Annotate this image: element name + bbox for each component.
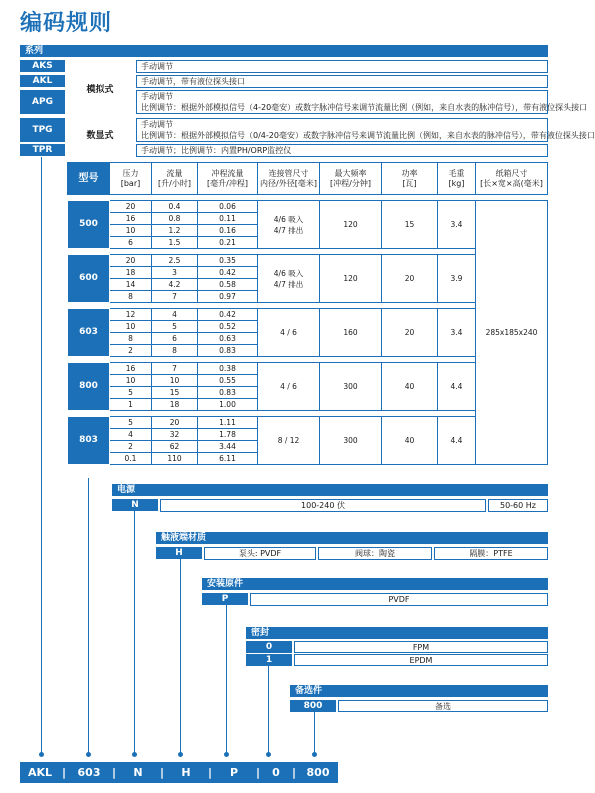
header-pipe <box>258 163 320 195</box>
series-text-apg-line2: 比例调节：根据外部模拟信号（4-20毫安）或数字脉冲信号来调节流量比例（例如，来自水表的脉冲信号），带有液位探头接口 <box>141 103 588 112</box>
pipe-cell <box>258 255 320 303</box>
pipe-line1: 8 / 12 <box>277 436 300 445</box>
example-series: AKL <box>27 766 53 779</box>
pressure-cell: 4 <box>110 429 152 441</box>
pipe-cell <box>258 201 320 249</box>
stroke-cell: 1.78 <box>198 429 258 441</box>
freq-cell: 120 <box>320 201 382 249</box>
stroke-cell: 0.97 <box>198 291 258 303</box>
spec-table <box>67 162 548 465</box>
model-cell: 603 <box>68 309 110 357</box>
series-text-tpg <box>136 118 595 142</box>
series-code-aks: AKS <box>20 60 65 72</box>
pipe-line1: 4 / 6 <box>280 328 297 337</box>
pressure-cell: 10 <box>110 225 152 237</box>
pressure-cell: 8 <box>110 291 152 303</box>
header-model: 型号 <box>68 163 110 195</box>
pipe-line2: 4/7 排出 <box>273 279 304 289</box>
flow-cell: 6 <box>152 333 198 345</box>
flow-cell: 0.8 <box>152 213 198 225</box>
series-code-apg: APG <box>20 90 65 114</box>
stroke-cell: 0.83 <box>198 387 258 399</box>
example-separator: | <box>207 766 213 779</box>
stroke-cell: 6.11 <box>198 453 258 465</box>
header-carton-label: 纸箱尺寸 <box>495 168 528 178</box>
freq-cell: 160 <box>320 309 382 357</box>
header-flow-label: 流量 <box>166 168 183 178</box>
example-separator: | <box>255 766 261 779</box>
freq-cell: 120 <box>320 255 382 303</box>
fitting-header: 安装原件 <box>202 578 548 590</box>
series-code-akl: AKL <box>20 75 65 87</box>
header-weight-label: 毛重 <box>448 168 465 178</box>
stroke-cell: 0.52 <box>198 321 258 333</box>
pressure-cell: 16 <box>110 213 152 225</box>
example-power: N <box>133 766 143 779</box>
header-weight-unit: [kg] <box>448 178 465 188</box>
stroke-cell: 0.11 <box>198 213 258 225</box>
flow-cell: 2.5 <box>152 255 198 267</box>
wetted-header: 触液端材质 <box>156 532 548 544</box>
connector-series <box>41 157 42 754</box>
pipe-cell <box>258 363 320 411</box>
pressure-cell: 5 <box>110 417 152 429</box>
freq-cell: 300 <box>320 363 382 411</box>
series-text-apg-line1: 手动调节 <box>141 92 173 101</box>
stroke-cell: 0.83 <box>198 345 258 357</box>
page-title: 编码规则 <box>20 11 113 36</box>
connector-seal <box>268 666 269 754</box>
header-weight <box>438 163 476 195</box>
pressure-cell: 20 <box>110 255 152 267</box>
weight-cell: 3.4 <box>438 201 476 249</box>
model-cell: 800 <box>68 363 110 411</box>
header-power <box>382 163 438 195</box>
power-cell: 40 <box>382 363 438 411</box>
stroke-cell: 0.63 <box>198 333 258 345</box>
header-pipe-unit: 内径/外径[毫米] <box>260 178 317 188</box>
series-text-apg <box>136 90 588 114</box>
flow-cell: 1.5 <box>152 237 198 249</box>
connector-dot-spare <box>312 752 317 757</box>
fitting-code: P <box>202 593 248 605</box>
pressure-cell: 12 <box>110 309 152 321</box>
pipe-cell <box>258 417 320 465</box>
power-cell: 20 <box>382 309 438 357</box>
header-pipe-label: 连接管尺寸 <box>268 168 309 178</box>
flow-cell: 18 <box>152 399 198 411</box>
flow-cell: 10 <box>152 375 198 387</box>
header-freq-label: 最大频率 <box>334 168 367 178</box>
seal-code-epdm: 1 <box>246 654 292 666</box>
example-spare: 800 <box>306 766 330 779</box>
example-separator: | <box>159 766 165 779</box>
connector-dot-series <box>39 752 44 757</box>
spec-row <box>68 201 548 213</box>
connector-power <box>134 511 135 754</box>
stroke-cell: 1.00 <box>198 399 258 411</box>
stroke-cell: 0.42 <box>198 309 258 321</box>
power-frequency: 50-60 Hz <box>488 499 548 512</box>
seal-header: 密封 <box>246 627 548 639</box>
flow-cell: 15 <box>152 387 198 399</box>
series-text-tpg-line1: 手动调节 <box>141 120 173 129</box>
pressure-cell: 6 <box>110 237 152 249</box>
flow-cell: 62 <box>152 441 198 453</box>
weight-cell: 3.4 <box>438 309 476 357</box>
power-cell: 20 <box>382 255 438 303</box>
freq-cell: 300 <box>320 417 382 465</box>
flow-cell: 20 <box>152 417 198 429</box>
spare-code: 800 <box>290 700 336 712</box>
header-stroke-unit: [毫升/冲程] <box>207 178 248 188</box>
pipe-line1: 4 / 6 <box>280 382 297 391</box>
flow-cell: 4 <box>152 309 198 321</box>
pressure-cell: 14 <box>110 279 152 291</box>
flow-cell: 0.4 <box>152 201 198 213</box>
pipe-line1: 4/6 吸入 <box>273 214 304 224</box>
header-pressure-label: 压力 <box>122 168 139 178</box>
header-flow-unit: [升/小时] <box>158 178 191 188</box>
power-header: 电源 <box>112 484 548 496</box>
example-seal: 0 <box>272 766 280 779</box>
stroke-cell: 0.42 <box>198 267 258 279</box>
example-code-bar <box>20 762 338 783</box>
series-text-akl: 手动调节，带有液位探头接口 <box>136 75 548 88</box>
example-separator: | <box>111 766 117 779</box>
model-cell: 803 <box>68 417 110 465</box>
fitting-material: PVDF <box>250 593 548 606</box>
header-freq <box>320 163 382 195</box>
model-cell: 500 <box>68 201 110 249</box>
pressure-cell: 18 <box>110 267 152 279</box>
stroke-cell: 0.16 <box>198 225 258 237</box>
example-separator: | <box>61 766 67 779</box>
header-pressure <box>110 163 152 195</box>
pressure-cell: 10 <box>110 321 152 333</box>
wetted-valve-ball: 阀球：陶瓷 <box>318 547 432 560</box>
flow-cell: 110 <box>152 453 198 465</box>
example-separator: | <box>291 766 297 779</box>
series-text-tpr: 手动调节；比例调节：内置PH/ORP监控仪 <box>136 144 548 157</box>
pressure-cell: 10 <box>110 375 152 387</box>
power-cell: 40 <box>382 417 438 465</box>
connector-spare <box>314 712 315 754</box>
stroke-cell: 0.38 <box>198 363 258 375</box>
series-header: 系列 <box>20 45 548 57</box>
example-model: 603 <box>77 766 101 779</box>
flow-cell: 7 <box>152 291 198 303</box>
connector-dot-seal <box>266 752 271 757</box>
series-code-tpr: TPR <box>20 144 65 156</box>
series-code-tpg: TPG <box>20 118 65 142</box>
flow-cell: 32 <box>152 429 198 441</box>
group-digital-label: 数显式 <box>86 131 114 141</box>
header-stroke <box>198 163 258 195</box>
carton-cell: 285x185x240 <box>476 201 548 465</box>
seal-code-fpm: 0 <box>246 641 292 653</box>
flow-cell: 8 <box>152 345 198 357</box>
pressure-cell: 20 <box>110 201 152 213</box>
pressure-cell: 0.1 <box>110 453 152 465</box>
spare-header: 备选件 <box>290 685 548 697</box>
wetted-pump-head: 泵头: PVDF <box>204 547 316 560</box>
connector-dot-fitting <box>224 752 229 757</box>
spare-text: 备选 <box>338 700 548 712</box>
spec-table-body <box>68 201 548 465</box>
header-freq-unit: [冲程/分钟] <box>330 178 371 188</box>
pressure-cell: 16 <box>110 363 152 375</box>
example-wetted: H <box>181 766 191 779</box>
connector-dot-wetted <box>178 752 183 757</box>
flow-cell: 1.2 <box>152 225 198 237</box>
connector-dot-model <box>86 752 91 757</box>
flow-cell: 7 <box>152 363 198 375</box>
stroke-cell: 0.21 <box>198 237 258 249</box>
stroke-cell: 0.06 <box>198 201 258 213</box>
example-fitting: P <box>229 766 239 779</box>
pressure-cell: 5 <box>110 387 152 399</box>
header-carton-unit: [长×宽×高(毫米] <box>480 178 543 188</box>
seal-material-fpm: FPM <box>294 641 548 653</box>
flow-cell: 5 <box>152 321 198 333</box>
power-code: N <box>112 499 158 511</box>
stroke-cell: 0.58 <box>198 279 258 291</box>
pipe-line1: 4/6 吸入 <box>273 268 304 278</box>
series-text-tpg-line2: 比例调节：根据外部模拟信号（0/4-20毫安）或数字脉冲信号来调节流量比例（例如，来自水表的脉冲信号），带有液位探头接口 <box>141 131 595 140</box>
header-pressure-unit: [bar] <box>120 178 141 188</box>
wetted-diaphragm: 隔膜：PTFE <box>434 547 548 560</box>
stroke-cell: 0.55 <box>198 375 258 387</box>
stroke-cell: 3.44 <box>198 441 258 453</box>
group-analog-label: 模拟式 <box>86 85 114 95</box>
flow-cell: 4.2 <box>152 279 198 291</box>
pressure-cell: 2 <box>110 345 152 357</box>
pipe-line2: 4/7 排出 <box>273 225 304 235</box>
stroke-cell: 1.11 <box>198 417 258 429</box>
flow-cell: 3 <box>152 267 198 279</box>
weight-cell: 3.9 <box>438 255 476 303</box>
series-text-aks: 手动调节 <box>136 60 548 73</box>
wetted-code: H <box>156 547 202 559</box>
header-power-label: 功率 <box>401 168 418 178</box>
pressure-cell: 2 <box>110 441 152 453</box>
connector-dot-power <box>132 752 137 757</box>
connector-wetted <box>180 559 181 754</box>
power-cell: 15 <box>382 201 438 249</box>
connector-model <box>88 478 89 754</box>
header-power-unit: [瓦] <box>402 178 417 188</box>
pressure-cell: 1 <box>110 399 152 411</box>
header-carton <box>476 163 548 195</box>
weight-cell: 4.4 <box>438 363 476 411</box>
pipe-cell <box>258 309 320 357</box>
pressure-cell: 8 <box>110 333 152 345</box>
seal-material-epdm: EPDM <box>294 654 548 666</box>
header-stroke-label: 冲程流量 <box>211 168 244 178</box>
header-flow <box>152 163 198 195</box>
power-voltage: 100-240 伏 <box>160 499 486 512</box>
stroke-cell: 0.35 <box>198 255 258 267</box>
model-cell: 600 <box>68 255 110 303</box>
weight-cell: 4.4 <box>438 417 476 465</box>
connector-fitting <box>226 605 227 754</box>
